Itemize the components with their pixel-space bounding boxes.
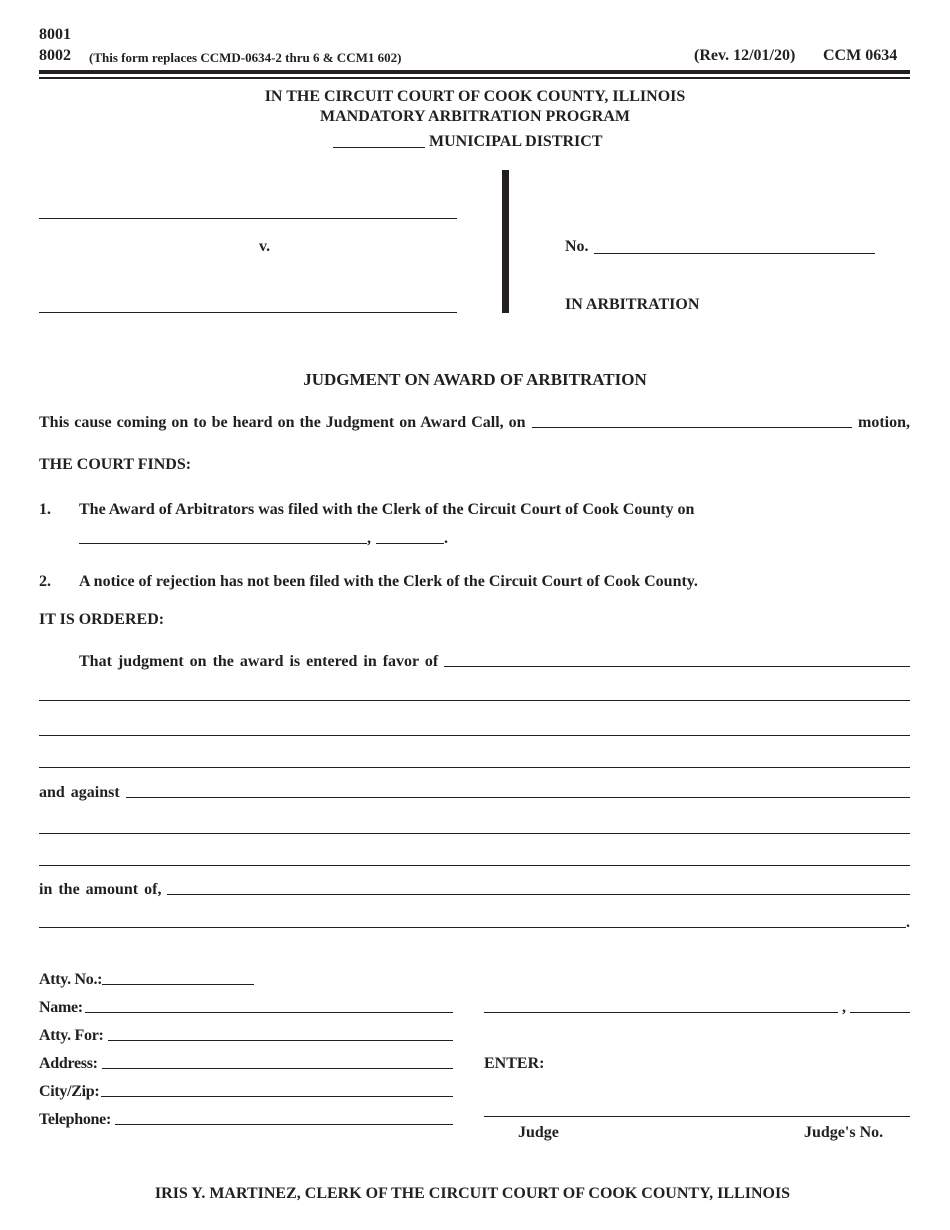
against-line-2[interactable] (39, 833, 910, 834)
finding-1-number: 1. (39, 501, 51, 518)
atty-for-line[interactable] (108, 1040, 453, 1041)
address-row (39, 1055, 453, 1073)
enter-label: ENTER: (484, 1055, 545, 1072)
amount-end: . (906, 914, 910, 931)
city-zip-line[interactable] (101, 1096, 453, 1097)
amount-row (39, 881, 910, 899)
court-finds-heading: THE COURT FINDS: (39, 456, 192, 473)
atty-for-label: Atty. For: (39, 1027, 104, 1044)
district-label: MUNICIPAL DISTRICT (429, 133, 603, 150)
award-date-end: . (444, 530, 448, 547)
telephone-row (39, 1111, 453, 1129)
district-blank[interactable] (333, 147, 425, 148)
favor-line-2[interactable] (39, 700, 910, 701)
case-no-label: No. (565, 238, 589, 255)
program-name: MANDATORY ARBITRATION PROGRAM (320, 108, 630, 125)
form-code-8001: 8001 (39, 26, 71, 43)
signature-date-sep: , (842, 999, 846, 1016)
atty-no-line[interactable] (102, 984, 254, 985)
finding-2-text: A notice of rejection has not been filed with the Clerk of the Circuit Court of Cook County. (79, 573, 698, 590)
against-row (39, 784, 910, 802)
defendant-line[interactable] (39, 312, 457, 313)
favor-row (79, 653, 910, 671)
amount-line[interactable] (167, 894, 910, 895)
versus-label: v. (259, 238, 271, 255)
address-label: Address: (39, 1055, 98, 1072)
atty-no-row (39, 971, 254, 989)
replaces-note: (This form replaces CCMD-0634-2 thru 6 & CCM1 602) (89, 50, 402, 65)
amount-row-2 (39, 914, 910, 932)
name-row (39, 999, 453, 1017)
favor-line-3[interactable] (39, 735, 910, 736)
against-line[interactable] (126, 797, 910, 798)
judge-label: Judge (518, 1124, 559, 1141)
telephone-line[interactable] (115, 1124, 453, 1125)
favor-of-line[interactable] (444, 666, 910, 667)
form-title: JUDGMENT ON AWARD OF ARBITRATION (303, 370, 647, 389)
favor-text: That judgment on the award is entered in favor of (79, 653, 439, 670)
signature-date-row (484, 999, 910, 1017)
intro-text: This cause coming on to be heard on the Judgment on Award Call, on (39, 414, 526, 431)
telephone-label: Telephone: (39, 1111, 111, 1128)
award-year-line[interactable] (376, 543, 444, 544)
court-name: IN THE CIRCUIT COURT OF COOK COUNTY, ILLINOIS (264, 88, 686, 105)
amount-label: in the amount of, (39, 881, 162, 898)
plaintiff-line[interactable] (39, 218, 457, 219)
form-id: CCM 0634 (823, 47, 898, 64)
in-arbitration-label: IN ARBITRATION (565, 296, 700, 313)
form-code-8002: 8002 (39, 47, 71, 64)
it-is-ordered-heading: IT IS ORDERED: (39, 611, 165, 628)
award-date-sep: , (367, 530, 371, 547)
atty-no-label: Atty. No.: (39, 971, 103, 988)
against-label: and against (39, 784, 120, 801)
finding-2-number: 2. (39, 573, 51, 590)
header-rule-thick (39, 70, 910, 74)
intro-row (39, 414, 910, 432)
revision-date: (Rev. 12/01/20) (694, 47, 796, 64)
finding-1-text: The Award of Arbitrators was filed with the Clerk of the Circuit Court of Cook County on (79, 501, 695, 518)
motion-label: motion, (858, 414, 910, 431)
district-line (333, 133, 603, 151)
name-label: Name: (39, 999, 83, 1016)
favor-line-4[interactable] (39, 767, 910, 768)
signature-year-line[interactable] (850, 1012, 910, 1013)
case-no-line[interactable] (594, 253, 875, 254)
against-line-3[interactable] (39, 865, 910, 866)
caption-divider (502, 170, 509, 313)
city-zip-label: City/Zip: (39, 1083, 100, 1100)
award-date-line[interactable] (79, 543, 367, 544)
atty-for-row (39, 1027, 453, 1045)
name-line[interactable] (85, 1012, 453, 1013)
signature-date-line[interactable] (484, 1012, 838, 1013)
judge-no-label: Judge's No. (804, 1124, 884, 1141)
judge-signature-line[interactable] (484, 1116, 910, 1117)
clerk-footer: IRIS Y. MARTINEZ, CLERK OF THE CIRCUIT COURT OF COOK COUNTY, ILLINOIS (154, 1185, 791, 1202)
finding-1-date (79, 530, 448, 548)
address-line[interactable] (102, 1068, 453, 1069)
header-rule-thin (39, 77, 910, 79)
amount-line-2[interactable] (39, 927, 906, 928)
hearing-date-line[interactable] (532, 427, 852, 428)
city-zip-row (39, 1083, 453, 1101)
